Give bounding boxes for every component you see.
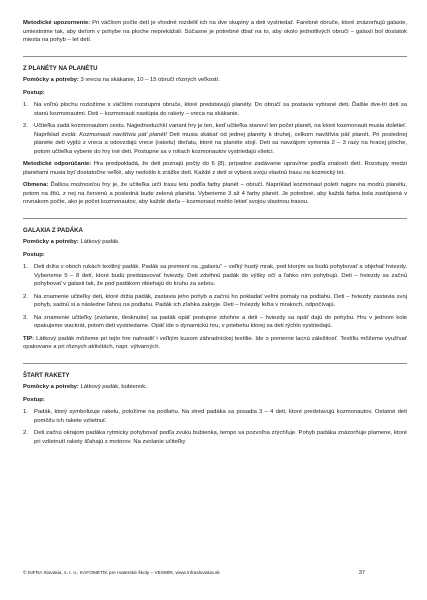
variation — [23, 181, 407, 207]
list-item — [23, 122, 407, 156]
procedure-list — [23, 101, 407, 156]
list-item — [23, 314, 407, 331]
tip-text: Látkový padák môžeme pri tejto hre nahradiť i veľkým kusom záhradníckej textílie. Ide o pomerne lacnú záležitosť. Textíliu môžeme využívať opakovane a pri rôznych aktivitách, napr. výtvarných. — [23, 335, 407, 350]
recommendation-label: Metodické odporúčanie: — [23, 161, 92, 167]
list-item — [23, 263, 407, 289]
item-text: Na znamenie učiteľky deti, ktoré držia padák, zastavia jeho pohyb a začnú ho pokladať veľmi pomaly na podlahu. Deti – hviezdy zastavia svoj pohyb, sadnú si a následne ľahnú na podlahu. Padák ich zľahka zakryje. Deti – hviezdy ležia v mrakoch, odpočívajú. — [34, 293, 407, 308]
item-number: 3. — [23, 314, 28, 321]
section-title: Z PLANÉTY NA PLANÉTU — [23, 64, 98, 72]
aids-label: Pomôcky a potreby: — [23, 77, 79, 83]
item-number: 1. — [23, 409, 28, 415]
item-number: 2. — [23, 123, 28, 129]
aids-text: 3 vrecia na skákanie, 10 – 15 obručí rôznych veľkostí. — [78, 77, 220, 83]
aids-label: Pomôcky a potreby: — [23, 239, 79, 245]
item-text-part: Deti musia skákať od jednej planéty k druhej, celkom navštívia päť planét. Pri poslednej planéte deti vyjdú z vreca a odovzdajú vrece (raketu) dieťatu, ktoré na planéte stojí. Deti sa navzájom vymenia 2 – 3 razy na hracej ploche, potom učiteľka vyberie do hry iné deti. Postupne sa v roliach kozmonautov vystriedajú všetci. — [34, 131, 407, 155]
procedure-label: Postup: — [23, 251, 45, 258]
item-text: Na voľnú plochu rozložíme s väčšími rozstupmi obruče, ktoré predstavujú planéty. Do obručí sa postavia vybrané deti. Ďalšie dve-tri deti sa stanú kozmonautmi. Deti – kozmonauti nastúpia do rakety – vreca na skákanie. — [34, 102, 407, 117]
item-number: 2. — [23, 430, 28, 436]
note-text: Pri väčšom počte detí je vhodné rozdeliť ich na dve skupiny a deti vystriedať. Farebné obruče, ktoré znázorňujú galaxie, umiestnime tak, aby deťom v pohybe na ploche neprekážali. Súčasne je potrebné dbať na to, aby okolo jednotlivých obručí – galaxií bol dostatok miesta na pohyb – let detí. — [23, 20, 407, 43]
section-title: GALAXIA Z PADÁKA — [23, 226, 83, 234]
item-text: Padák, ktorý symbolizuje raketu, položíme na podlahu. Na stred padáka sa posadia 3 – 4 deti, ktoré predstavujú kozmonautov. Ostatné deti pomôžu ich rakete vzlietnuť. — [34, 409, 407, 424]
note-heading: Metodické upozornenie: — [23, 20, 91, 26]
methodical-note — [23, 19, 407, 45]
aids-line — [23, 76, 407, 85]
item-text: Na znamenie učiteľky (zvolanie, tlesknutie) sa padák opäť postupne zdvihne a deti – hviezdy sa opäť dajú do pohybu. Hru v jednom kole opakujeme viackrát, potom deti vystriedame. Opäť ide o dynamickú hru, v priebehu ktorej sa deti rýchlo vystriedajú. — [34, 314, 407, 329]
aids-label: Pomôcky a potreby: — [23, 384, 79, 390]
page-footer — [23, 570, 407, 577]
tip — [23, 335, 407, 352]
variation-text: Ďalšou možnosťou hry je, že učiteľka určí trasu letu podľa farby planét – obručí. Napríklad kozmonaut poletí najprv na modrú planétu, potom na žltú, z nej na červenú a posledná bude zelená planéta. Vyberieme 3 až 4 farby planét. Je potrebné, aby každá farba bola zastúpená v rovnakom počte, ako je počet kozmonautov, aby každé dieťa – kozmonaut mohlo letieť svojou vlastnou trasou. — [23, 182, 407, 205]
procedure-label: Postup: — [23, 396, 45, 403]
list-item — [23, 408, 407, 425]
item-text: Deti začnú okrajom padáka rytmicky pohybovať podľa zvuku bubienka, tempo sa pozvoľna zrýchľuje. Pohyb padáka znázorňuje plamene, ktoré pri vzlietnutí rakety šľahajú z motorov. Na zvolanie učiteľky — [34, 430, 407, 445]
page-content — [23, 19, 407, 450]
section-title: ŠTART RAKETY — [23, 371, 70, 379]
list-item — [23, 429, 407, 446]
aids-text: Látkový padák, bubienok. — [78, 384, 147, 390]
item-text-italic: Kozmonauti navštívia päť planét! — [79, 131, 167, 138]
list-item — [23, 293, 407, 310]
section-planet — [23, 56, 407, 207]
aids-text: Látkový padák. — [78, 239, 120, 245]
item-number: 2. — [23, 293, 28, 300]
item-text — [34, 122, 407, 156]
item-number: 1. — [23, 264, 28, 270]
methodical-recommendation — [23, 160, 407, 177]
aids-line — [23, 238, 407, 247]
page-number: 37 — [358, 570, 365, 576]
item-text-part: Učiteľka zadá kozmonautom cestu. Najjednoduchší variant hry je ten, keď učiteľka stanoví len počet planét, na ktoré kozmonauti musia doletieť. Napríklad zvolá: — [34, 123, 407, 138]
procedure-list — [23, 408, 407, 446]
section-galaxy — [23, 218, 407, 352]
footer-copyright: © INFRA Slovakia, s. r. o., KAFOMETÍK pre materské školy – VESMÍR, www.infraslovakia.sk — [23, 571, 220, 576]
item-text: Deti držia v oboch rukách textilný padák. Padák sa premení na „galaxiu“ – veľký hustý mrak, pod ktorým sa budú pohybovať a objehať hviezdy. Vyberieme 5 – 8 detí, ktoré budú predstavovať hviezdy. Deti zdvihnú padák do výšky očí a ľahko ním pohybujú. Deti – hviezdy sa začnú pohybovať v galaxii tak, že pod padákom obiehajú do kruhu za sebou. — [34, 264, 407, 287]
aids-line — [23, 383, 407, 392]
procedure-label: Postup: — [23, 89, 45, 96]
tip-label: TIP: — [23, 335, 35, 342]
section-rocket — [23, 363, 407, 447]
recommendation-text: Hra predpokladá, že deti poznajú počty do 6 (8), prípadne zadávanie upravíme podľa znalostí detí. Rozstupy medzi planétami musia byť dostatočne veľké, aby nedošlo k zrážke detí. Každé z detí si vyberá svoju vlastnú trasu na kozmický let. — [23, 161, 407, 176]
list-item — [23, 101, 407, 118]
item-number: 1. — [23, 102, 28, 108]
variation-label: Obmena: — [23, 182, 49, 188]
procedure-list — [23, 263, 407, 331]
